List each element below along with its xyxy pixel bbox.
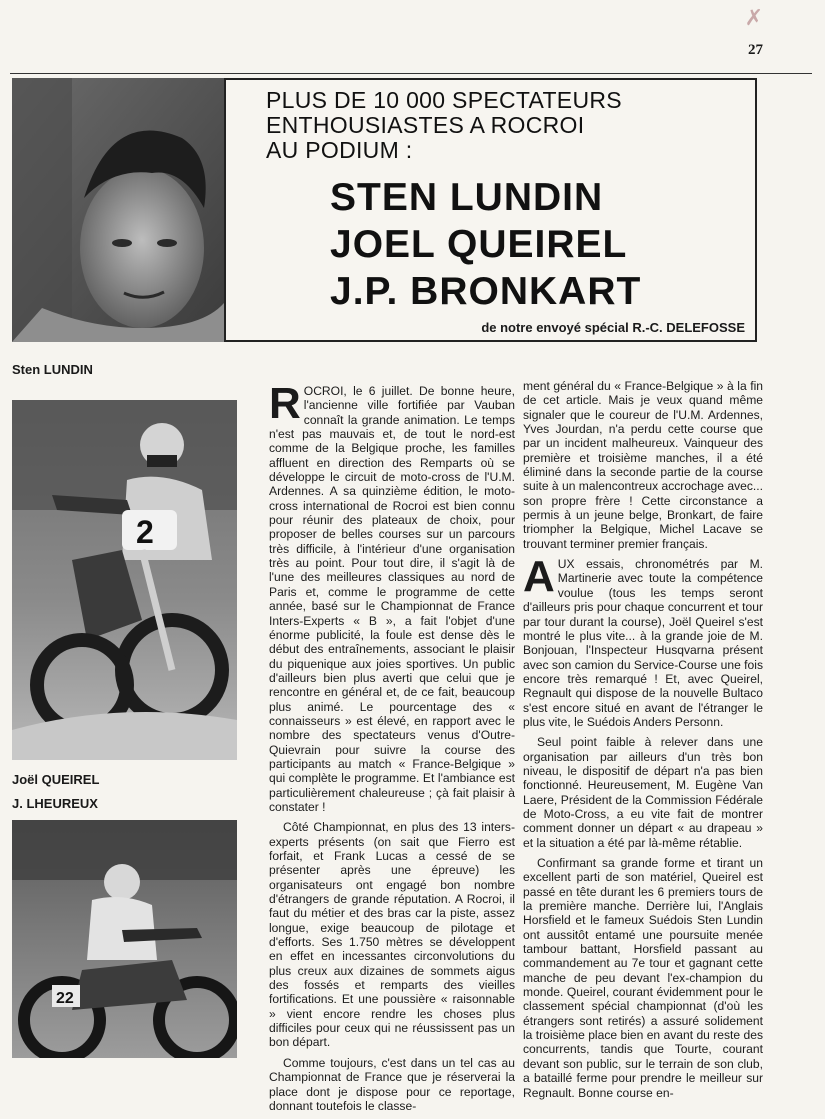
paragraph <box>523 552 763 729</box>
caption-photo-queirel: Joël QUEIREL <box>12 772 100 787</box>
top-rule <box>10 73 812 74</box>
podium-names <box>330 174 750 315</box>
caption-photo-lheureux: J. LHEUREUX <box>12 796 98 811</box>
portrait-photo <box>12 78 224 342</box>
drop-cap: R <box>269 379 301 428</box>
paragraph <box>269 379 515 814</box>
drop-cap: A <box>523 552 555 602</box>
caption-photo-lundin: Sten LUNDIN <box>12 362 93 377</box>
svg-text:2: 2 <box>136 514 154 550</box>
article-column-2 <box>523 379 763 1106</box>
paragraph: Seul point faible à relever dans une organisation par ailleurs d'un très bon niveau, le dispositif de départ n'a pas bien fonctionné. Heureusement, M. Eugène Van Laere, Président de la Commission Fédérale de Moto-Cross, a eu vite fait de montrer comment donner un départ « au drapeau » et la situation a été par là-même rétablie. <box>523 735 763 850</box>
podium-name: J.P. BRONKART <box>330 270 642 313</box>
paragraph: ment général du « France-Belgique » à la fin de cet article. Mais je veux quand même signaler que le coureur de l'U.M. Ardennes, Yves Jourdan, n'a perdu cette course que par un incident malheureux. Vainqueur des première et troisième manches, il a été éliminé dans la seconde partie de la course suite à un malencontreux accrochage avec... son propre frère ! Cette circonstance a permis à un jeune belge, Bronkart, de faire triompher la Belgique, Michel Lacave se trouvant terminer premier français. <box>523 379 763 551</box>
kicker-line: AU PODIUM : <box>266 137 413 163</box>
paragraph-text: OCROI, le 6 juillet. De bonne heure, l'ancienne ville fortifiée par Vauban connaît la grande animation. Le temps n'est pas mauvais et, de tout le nord-est comme de la Belgique proche, les familles affluent en direction des Remparts où se développe le circuit de moto-cross de l'U.M. Ardennes. A sa quinzième édition, le moto-cross international de Rocroi est bien connu pour réunir des plateaux de choix, pour proposer de belles courses sur un parcours très difficile, à l'intérieur d'une organisation très au point. Pour tout dire, il s'agit là de l'une des meilleures classiques au nord de Paris et, comme le programme de cette année, basé sur le Championnat de France Inters-Experts « B », a fait l'objet d'une énorme publicité, la foule est dense dès le début des entraînements, associant le plaisir du piquenique aux joies sportives. Un public d'ailleurs bien plus averti que celui que je rencontre en général et, de ce fait, beaucoup plus animé. Le pourcentage des « connaisseurs » est élevé, en rapport avec le nombre des spectateurs venus d'Outre-Quievrain pour suivre la course des participants au match « France-Belgique » qui complète le programme. Et l'ambiance est particulièrement chaleureuse ; çà fait plaisir à constater ! <box>269 384 515 814</box>
byline: de notre envoyé spécial R.-C. DELEFOSSE <box>481 320 745 335</box>
paragraph: Côté Championnat, en plus des 13 inters-experts présents (on sait que Fierro est forfait, et Frank Lucas a cessé de se présenter après une épreuve) les organisateurs ont engagé bon nombre d'étrangers de grande réputation. A Rocroi, il faut du métier et des bras car la piste, assez longue, exige beaucoup de pilotage et d'efforts. Ses 1.750 mètres se développent en effet en incessantes circonvolutions du plus creux aux dizaines de sommets aigus des fossés et remparts des vieilles fortifications. Et une poussière « raisonnable » vient encore rendre les choses plus difficiles pour ceux qui ne réussissent pas un bon départ. <box>269 820 515 1050</box>
paragraph: Confirmant sa grande forme et tirant un excellent parti de son matériel, Queirel est passé en tête durant les 6 premiers tours de la première manche. Derrière lui, l'Anglais Horsfield et le fameux Suédois Sten Lundin ont aussitôt entamé une poursuite menée tambour battant, Horsfield passant au commandement au 7e tour et gagnant cette manche de peu devant l'ex-champion du monde. Queirel, courant évidemment pour le classement spécial championnat (d'où les étrangers sont retirés) a assuré solidement la troisième place bien en avant du reste des concurrents, tandis que Tourte, courant devant son public, sur le terrain de son club, a bataillé ferme pour prendre le meilleur sur Regnault. Bonne course en- <box>523 856 764 1100</box>
headline-box <box>224 78 757 342</box>
rider-photo-lundin <box>12 400 237 760</box>
handwritten-mark: ✗ <box>744 6 763 31</box>
kicker-headline <box>266 88 746 163</box>
kicker-line: PLUS DE 10 000 SPECTATEURS <box>266 87 622 113</box>
podium-name: JOEL QUEIREL <box>330 223 628 266</box>
kicker-line: ENTHOUSIASTES A ROCROI <box>266 112 585 138</box>
podium-name: STEN LUNDIN <box>330 176 604 219</box>
rider-photo-queirel <box>12 820 237 1058</box>
svg-text:22: 22 <box>56 990 74 1007</box>
article-column-1 <box>269 379 515 1119</box>
paragraph: Comme toujours, c'est dans un tel cas au Championnat de France que je réserverai la place dont je dispose pour ce reportage, donnant toutefois le classe- <box>269 1055 515 1113</box>
page-number: 27 <box>748 42 763 58</box>
paragraph-text: UX essais, chronométrés par M. Martinerie avec toute la compétence voulue (tous les temps seront d'ailleurs pris pour chaque concurrent et tour par tour durant la course), Joël Queirel s'est montré le plus vite... à la grande joie de M. Bonjouan, l'Inspecteur Husqvarna présent avec son camion du Service-Course une fois encore très remarqué ! Et, avec Queirel, Regnault qui dispose de la nouvelle Bultaco s'est encore situé en avant de l'étranger le plus vite, le Suédois Anders Personn. <box>523 557 763 729</box>
